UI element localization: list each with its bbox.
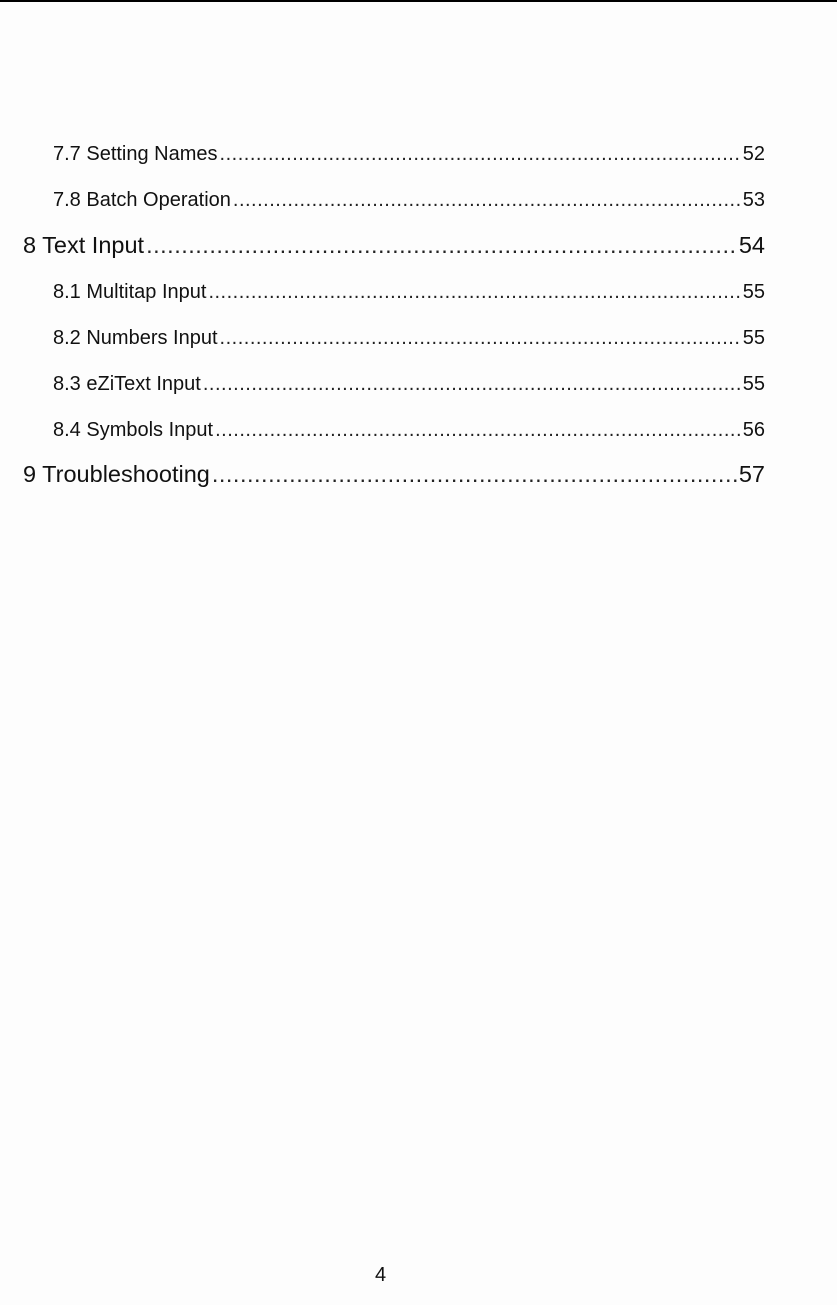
toc-entry-page: 54 bbox=[738, 232, 765, 258]
toc-dot-leader bbox=[146, 232, 737, 259]
toc-entry-title: 7.8 Batch Operation bbox=[53, 189, 231, 211]
toc-entry-page: 56 bbox=[742, 419, 765, 441]
toc-entry-8-4[interactable] bbox=[53, 419, 765, 442]
toc-entry-title: 8.3 eZiText Input bbox=[53, 373, 201, 395]
toc-entry-title: 9 Troubleshooting bbox=[23, 461, 210, 487]
page-number: 4 bbox=[374, 1264, 387, 1286]
toc-entry-7-8[interactable] bbox=[53, 189, 765, 212]
toc-entry-title: 8.1 Multitap Input bbox=[53, 281, 207, 303]
toc-entry-page: 55 bbox=[742, 281, 765, 303]
toc-entry-title: 7.7 Setting Names bbox=[53, 143, 218, 165]
toc-entry-title: 8 Text Input bbox=[23, 232, 145, 258]
toc-dot-leader bbox=[203, 373, 741, 396]
toc-entry-page: 53 bbox=[742, 189, 765, 211]
top-rule bbox=[0, 0, 837, 2]
toc-dot-leader bbox=[220, 143, 741, 166]
toc-entry-7-7[interactable] bbox=[53, 143, 765, 166]
toc-dot-leader bbox=[220, 327, 741, 350]
toc-dot-leader bbox=[208, 281, 740, 304]
toc-dot-leader bbox=[233, 189, 741, 212]
toc-entry-8[interactable] bbox=[23, 232, 765, 259]
toc-entry-8-3[interactable] bbox=[53, 373, 765, 396]
toc-entry-9[interactable] bbox=[23, 461, 765, 488]
toc-dot-leader bbox=[212, 461, 737, 488]
toc-entry-page: 55 bbox=[742, 327, 765, 349]
toc-entry-page: 57 bbox=[738, 461, 765, 487]
toc-entry-8-1[interactable] bbox=[53, 281, 765, 304]
toc-entry-page: 55 bbox=[742, 373, 765, 395]
toc-entry-title: 8.4 Symbols Input bbox=[53, 419, 214, 441]
toc-entry-8-2[interactable] bbox=[53, 327, 765, 350]
toc-entry-page: 52 bbox=[742, 143, 765, 165]
toc-dot-leader bbox=[215, 419, 741, 442]
toc-entry-title: 8.2 Numbers Input bbox=[53, 327, 218, 349]
